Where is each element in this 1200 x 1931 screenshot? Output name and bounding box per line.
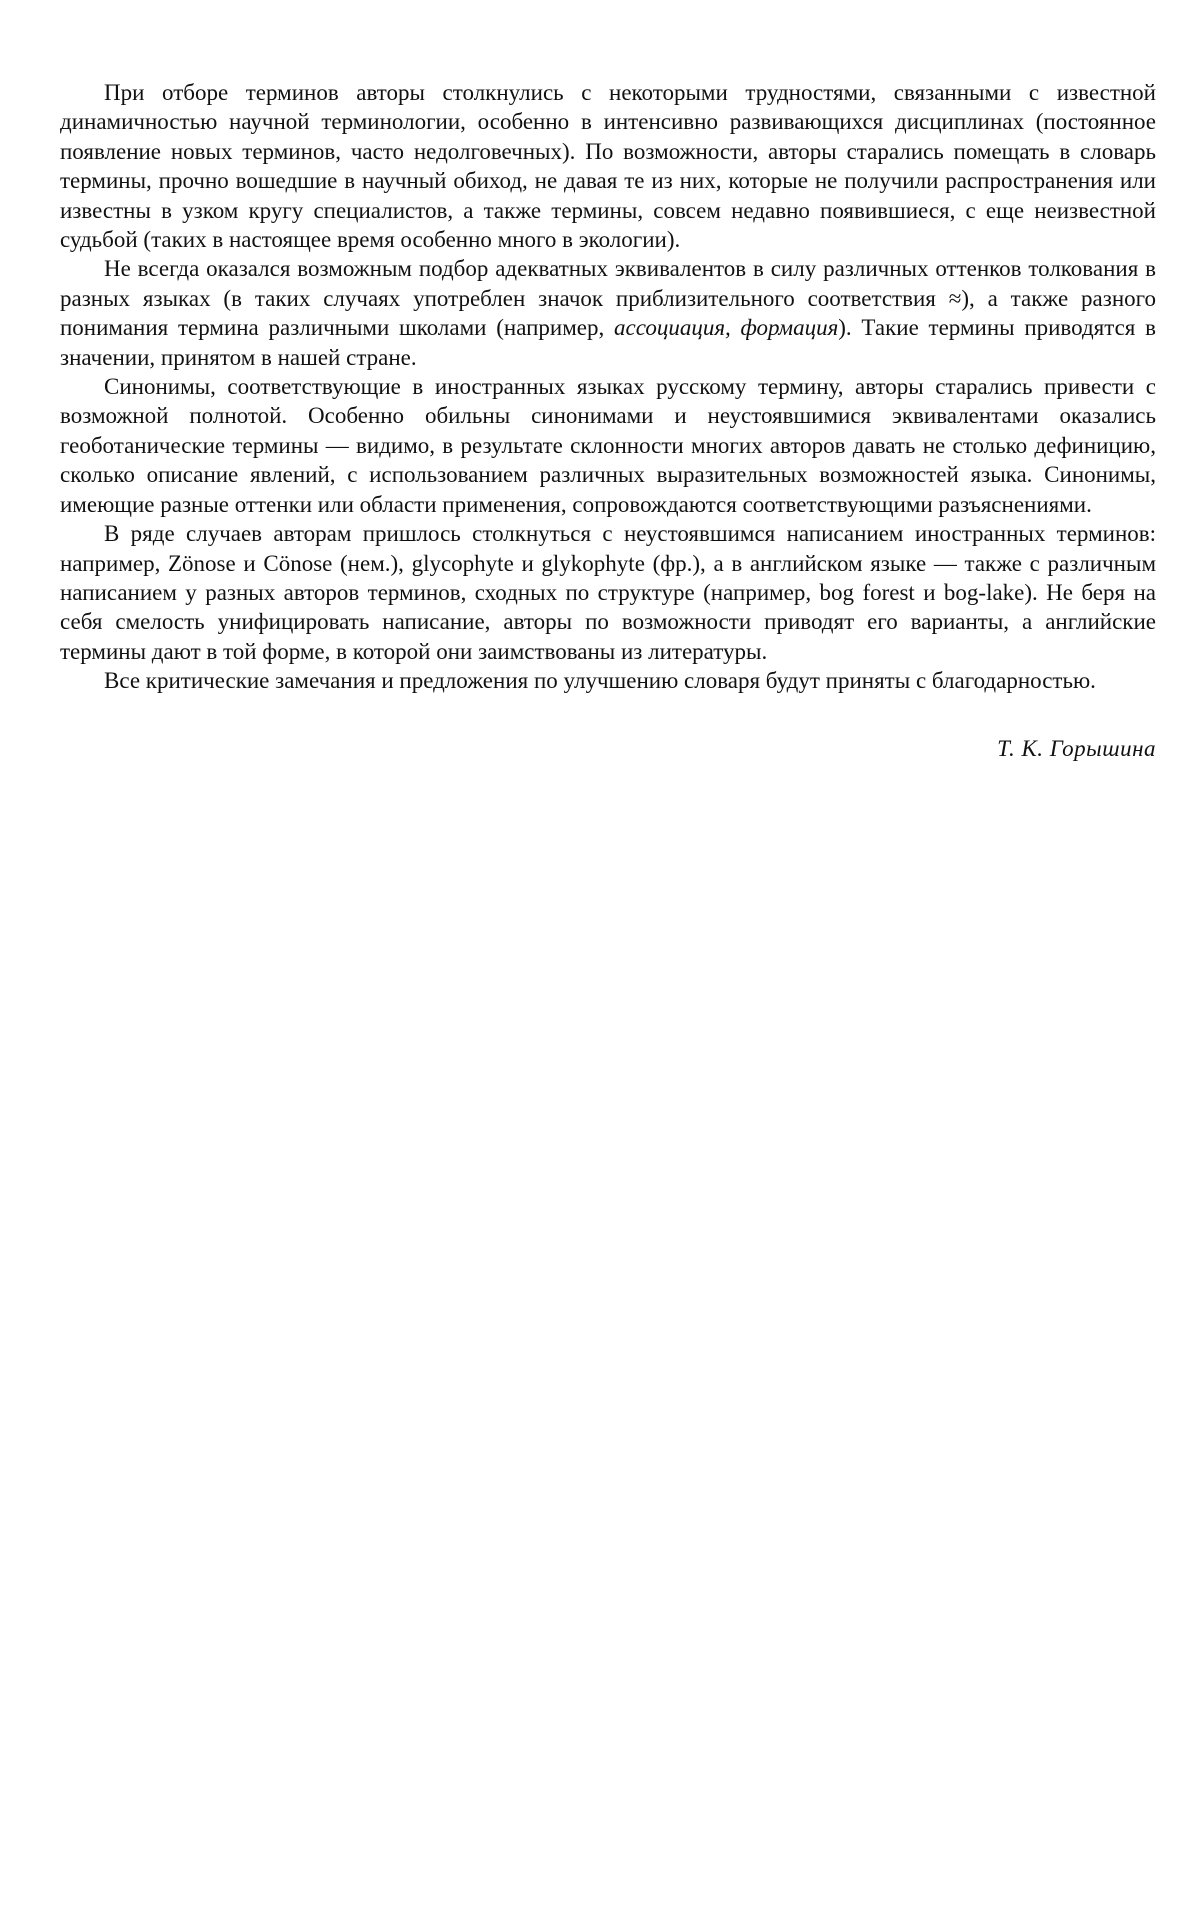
author-signature: Т. К. Горышина — [997, 735, 1156, 761]
paragraph-term-selection: При отборе терминов авторы столкнулись с некоторыми трудностями, связанными с известной динамичностью научной терминологии, особенно в интенсивно развивающихся дисциплинах (постоянное появление новых терминов, часто недолговечных). По возможности, авторы старались помещать в словарь термины, прочно вошедшие в научный обиход, не давая те из них, которые не получили распространения или известны в узком кругу специалистов, а также термины, совсем недавно появившиеся, с еще неизвестной судьбой (таких в настоящее время особенно много в экологии). — [60, 80, 1156, 253]
document-page — [60, 78, 1156, 763]
paragraph-synonyms: Синонимы, соответствующие в иностранных языках русскому термину, авторы старались привести с возможной полнотой. Особенно обильны синонимами и неустоявшимися эквивалентами оказались геоботанические термины — видимо, в результате склонности многих авторов давать не столько дефиницию, сколько описание явлений, с использованием различных выразительных возможностей языка. Синонимы, имеющие разные оттенки или области применения, сопровождаются соответствующими разъяснениями. — [60, 374, 1156, 517]
paragraph-feedback: Все критические замечания и предложения по улучшению словаря будут приняты с благодарностью. — [104, 668, 1096, 694]
paragraph-equivalents-text-before: Не всегда оказался возможным подбор адекватных эквивалентов в силу различных оттенков толкования в разных языках (в таких случаях употреблен значок приблизительного соответствия ≈), а также разного понимания термина различными школами (например, — [60, 256, 1156, 341]
paragraph-equivalents-examples: ассоциация, формация — [613, 315, 839, 341]
paragraph-equivalents-text-after: ). Такие термины приводятся в значении, принятом в нашей стране. — [60, 315, 1156, 370]
paragraph-equivalents — [60, 254, 1156, 372]
paragraph-spelling: В ряде случаев авторам пришлось столкнуться с неустоявшимся написанием иностранных терминов: например, Zönose и Cönose (нем.), glycophyte и glykophyte (фр.), а в английском языке — также с различным написанием у разных авторов терминов, сходных по структуре (например, bog forest и bog-lake). Не беря на себя смелость унифицировать написание, авторы по возможности приводят его варианты, а английские термины дают в той форме, в которой они заимствованы из литературы. — [60, 521, 1156, 664]
